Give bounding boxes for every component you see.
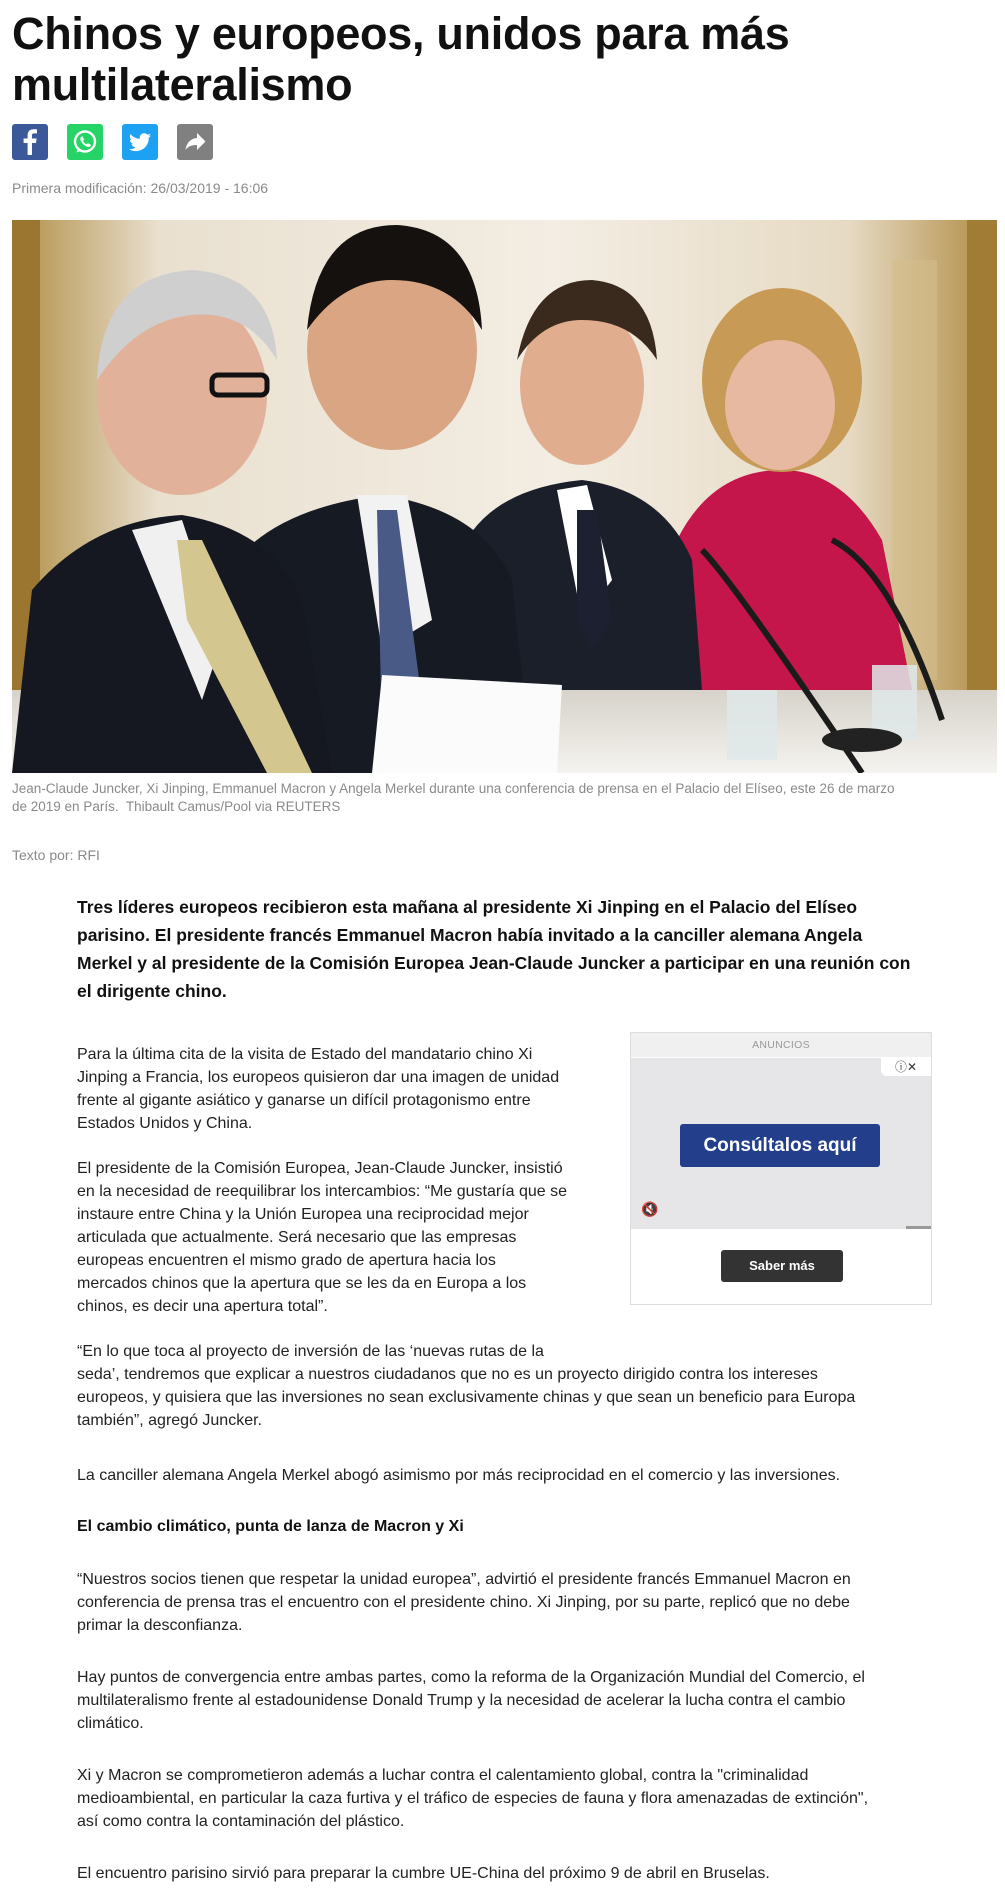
paragraph-line: “En lo que toca al proyecto de inversión de las ‘nuevas rutas de la <box>77 1343 544 1360</box>
mute-icon[interactable]: 🔇 <box>641 1201 659 1217</box>
advertisement[interactable] <box>630 1032 932 1305</box>
article-paragraph <box>77 1157 567 1318</box>
share-button[interactable] <box>177 124 213 160</box>
article-paragraph <box>77 1568 851 1637</box>
caption-line: Jean-Claude Juncker, Xi Jinping, Emmanuel Macron y Angela Merkel durante una conferencia de prensa en el Palacio del Elíseo, este 26 de marzo <box>12 781 895 796</box>
twitter-share-button[interactable] <box>122 124 158 160</box>
article-photo <box>12 220 997 773</box>
paragraph-line: articulada que actualmente. Será necesario que las empresas <box>77 1229 517 1246</box>
paragraph-line: instaure entre China y la Unión Europea una reciprocidad mejor <box>77 1206 529 1223</box>
facebook-icon <box>12 124 48 160</box>
paragraph-line: Hay puntos de convergencia entre ambas partes, como la reforma de la Organización Mundial del Comercio, el <box>77 1669 865 1686</box>
paragraph-line: chinos, es decir una apertura total”. <box>77 1298 328 1315</box>
paragraph-line: “Nuestros socios tienen que respetar la unidad europea”, advirtió el presidente francés Emmanuel Macron en <box>77 1571 851 1588</box>
article-paragraph <box>77 1764 868 1833</box>
paragraph-line: medioambiental, en particular la caza furtiva y el tráfico de especies de fauna y flora amenazadas de extinción", <box>77 1790 869 1807</box>
ad-progress-bar <box>906 1226 931 1229</box>
ad-creative[interactable] <box>631 1058 931 1229</box>
article-subheading: El cambio climático, punta de lanza de Macron y Xi <box>77 1518 464 1535</box>
whatsapp-icon <box>67 124 103 160</box>
photo-caption <box>12 780 997 816</box>
paragraph-line: mercados chinos que la apertura que se les da en Europa a los <box>77 1275 527 1292</box>
paragraph-line: Xi y Macron se comprometieron además a luchar contra el calentamiento global, contra la "criminalidad <box>77 1767 809 1784</box>
ad-cta-button[interactable]: Consúltalos aquí <box>680 1124 880 1167</box>
article-lede: Tres líderes europeos recibieron esta mañana al presidente Xi Jinping en el Palacio del Elíseo parisino. El presidente francés Emmanuel Macron había invitado a la canciller alemana Angela Merkel y al presidente de la Comisión Europea Jean-Claude Juncker a participar en una reunión con el dirigente chino. <box>77 897 911 1001</box>
paragraph-line: seda’, tendremos que explicar a nuestros ciudadanos que no es un proyecto dirigido contra los intereses <box>77 1366 818 1383</box>
share-bar <box>12 124 213 160</box>
paragraph-line: Para la última cita de la visita de Estado del mandatario chino Xi <box>77 1046 533 1063</box>
modified-date: Primera modificación: 26/03/2019 - 16:06 <box>12 180 269 196</box>
paragraph-line: El presidente de la Comisión Europea, Jean-Claude Juncker, insistió <box>77 1160 563 1177</box>
paragraph-line: La canciller alemana Angela Merkel abogó asimismo por más reciprocidad en el comercio y las inversiones. <box>77 1467 841 1484</box>
paragraph-line: Estados Unidos y China. <box>77 1115 253 1132</box>
article-paragraph <box>77 1340 855 1432</box>
learn-more-button[interactable]: Saber más <box>721 1250 843 1282</box>
paragraph-line: europeas encuentren el mismo grado de apertura hacia los <box>77 1252 496 1269</box>
paragraph-line: El encuentro parisino sirvió para preparar la cumbre UE-China del próximo 9 de abril en Bruselas. <box>77 1865 770 1882</box>
paragraph-line: europeos, y quisiera que las inversiones no sean exclusivamente chinas y que sean un beneficio para Europa <box>77 1389 856 1406</box>
article-paragraph <box>77 1464 840 1487</box>
article-paragraph <box>77 1043 559 1135</box>
article-title: Chinos y europeos, unidos para más multilateralismo <box>12 8 790 110</box>
ad-label: ANUNCIOS <box>631 1033 931 1057</box>
caption-line: de 2019 en París. Thibault Camus/Pool via REUTERS <box>12 799 341 814</box>
whatsapp-share-button[interactable] <box>67 124 103 160</box>
share-arrow-icon <box>177 124 213 160</box>
facebook-share-button[interactable] <box>12 124 48 160</box>
twitter-icon <box>122 124 158 160</box>
paragraph-line: en la necesidad de reequilibrar los intercambios: “Me gustaría que se <box>77 1183 568 1200</box>
paragraph-line: multilateralismo frente al estadounidense Donald Trump y la necesidad de acelerar la lucha contra el cambio <box>77 1692 846 1709</box>
article-paragraph <box>77 1666 865 1735</box>
paragraph-line: conferencia de prensa tras el encuentro con el presidente chino. Xi Jinping, por su parte, replicó que no debe <box>77 1594 850 1611</box>
paragraph-line: primar la desconfianza. <box>77 1617 243 1634</box>
paragraph-line: Jinping a Francia, los europeos quisieron dar una imagen de unidad <box>77 1069 560 1086</box>
paragraph-line: también”, agregó Juncker. <box>77 1412 262 1429</box>
article-paragraph <box>77 1862 770 1885</box>
ad-choices-icon[interactable]: ⓘ✕ <box>881 1058 931 1076</box>
paragraph-line: climático. <box>77 1715 144 1732</box>
byline: Texto por: RFI <box>12 847 100 863</box>
paragraph-line: frente al gigante asiático y ganarse un difícil protagonismo entre <box>77 1092 531 1109</box>
paragraph-line: así como contra la contaminación del plástico. <box>77 1813 405 1830</box>
